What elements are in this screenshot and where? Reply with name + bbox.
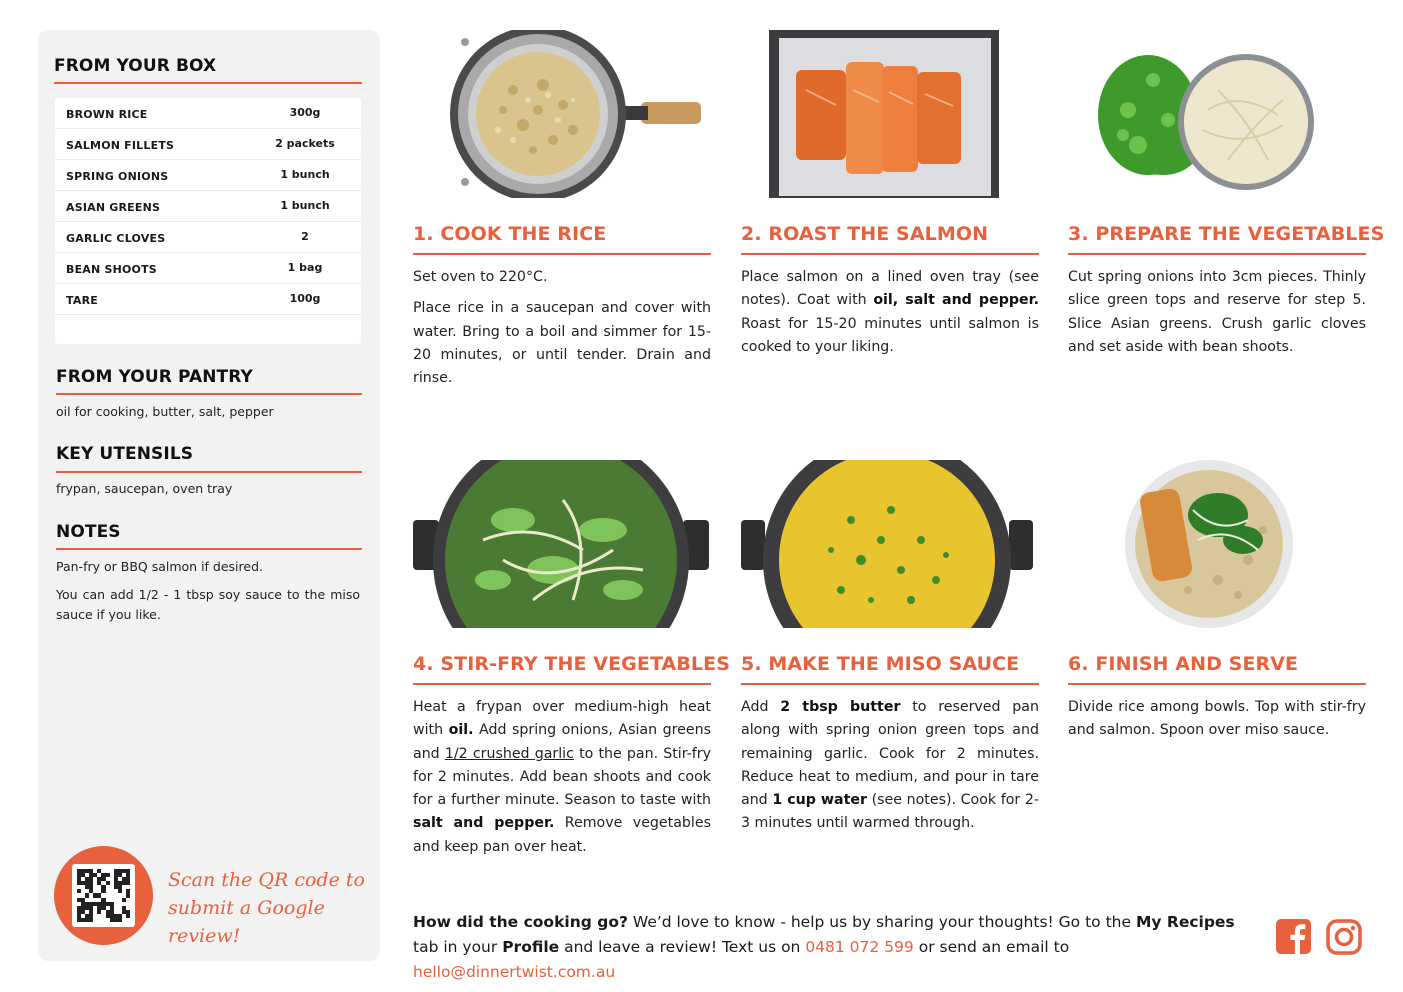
step-1-title: 1. COOK THE RICE (413, 223, 607, 245)
divider (56, 471, 362, 473)
divider (741, 253, 1039, 255)
feedback-text-part: and leave a review! Text us on (559, 938, 806, 956)
from-your-pantry-title: FROM YOUR PANTRY (56, 367, 253, 387)
step-6-text: Divide rice among bowls. Top with stir-fry and salmon. Spoon over miso sauce. (1068, 699, 1366, 739)
feedback-text (413, 910, 1263, 985)
ingredient-name: BROWN RICE (66, 108, 148, 121)
step-5-bold: 1 cup water (772, 792, 868, 809)
step-4-bold: oil. (448, 722, 474, 739)
divider (1068, 683, 1366, 685)
ingredient-name: SALMON FILLETS (66, 139, 175, 152)
step-4-bold: salt and pepper. (413, 815, 555, 832)
step-3-photo (1068, 30, 1366, 198)
note-1: Pan-fry or BBQ salmon if desired. (56, 559, 263, 574)
ingredient-name: GARLIC CLOVES (66, 232, 166, 245)
step-3-body (1068, 266, 1366, 367)
feedback-text-part: or send an email to (913, 938, 1070, 956)
step-6-photo (1068, 460, 1366, 628)
ingredient-row (55, 253, 361, 284)
divider (413, 683, 711, 685)
step-4-text: Heat a frypan over medium-high heat with (413, 699, 711, 739)
step-4-underline: 1/2 crushed garlic (444, 745, 574, 762)
instagram-icon[interactable] (1326, 919, 1362, 955)
step-2-text: Place salmon on a lined oven tray (see notes). Coat with (741, 269, 1039, 309)
ingredient-row (55, 98, 361, 129)
divider (413, 253, 711, 255)
feedback-bold: Profile (502, 938, 560, 956)
ingredient-name: SPRING ONIONS (66, 170, 169, 183)
sidebar (38, 30, 380, 961)
ingredient-qty: 100g (289, 292, 321, 305)
step-4-title: 4. STIR-FRY THE VEGETABLES (413, 653, 730, 675)
utensils-text: frypan, saucepan, oven tray (56, 481, 233, 496)
from-your-box-title: FROM YOUR BOX (54, 56, 217, 76)
pantry-text: oil for cooking, butter, salt, pepper (56, 404, 274, 419)
divider (56, 393, 362, 395)
step-1-text-2: Place rice in a saucepan and cover with water. Bring to a boil and simmer for 15-20 minutes, or until tender. Drain and rinse. (413, 300, 711, 387)
divider (56, 548, 362, 550)
step-6-body (1068, 696, 1366, 751)
step-4-text: Remove vegetables and keep pan over heat. (413, 815, 711, 855)
ingredient-qty: 1 bunch (280, 199, 330, 212)
step-2-bold: oil, salt and pepper. (873, 292, 1039, 309)
qr-badge[interactable] (54, 846, 153, 945)
step-5-text: to reserved pan along with spring onion green tops and remaining garlic. Cook for 2 minutes. Reduce heat to medium, and pour in tare and (741, 699, 1039, 809)
ingredients-table (55, 98, 361, 344)
step-2-text: Roast for 15-20 minutes until salmon is cooked to your liking. (741, 315, 1039, 355)
divider (741, 683, 1039, 685)
feedback-bold: My Recipes (1135, 913, 1235, 931)
step-3-text: Cut spring onions into 3cm pieces. Thinly slice green tops and reserve for step 5. Slice Asian greens. Crush garlic cloves and set aside with bean shoots. (1068, 269, 1366, 355)
qr-caption-line-2: submit a Google review! (168, 897, 325, 947)
ingredient-qty: 300g (289, 106, 321, 119)
step-1-text-1: Set oven to 220°C. (413, 269, 548, 285)
notes-title: NOTES (56, 522, 121, 542)
qr-caption (168, 866, 368, 950)
step-5-body (741, 696, 1039, 844)
feedback-text-part: tab in your (413, 938, 503, 956)
ingredient-row (55, 160, 361, 191)
ingredient-qty: 1 bag (287, 261, 323, 274)
divider (54, 82, 362, 84)
step-5-text: (see notes). Cook for 2-3 minutes until warmed through. (741, 792, 1039, 832)
step-5-title: 5. MAKE THE MISO SAUCE (741, 653, 1020, 675)
ingredient-qty: 2 (301, 230, 309, 243)
ingredient-name: ASIAN GREENS (66, 201, 161, 214)
ingredient-qty: 1 bunch (280, 168, 330, 181)
ingredient-row (55, 222, 361, 253)
step-4-text: to the pan. Stir-fry for 2 minutes. Add bean shoots and cook for a further minute. Season to taste with (413, 745, 712, 809)
step-5-text: Add (741, 699, 781, 715)
step-3-title: 3. PREPARE THE VEGETABLES (1068, 223, 1385, 245)
ingredient-name: BEAN SHOOTS (66, 263, 157, 276)
facebook-icon[interactable] (1276, 919, 1311, 954)
step-5-photo (741, 460, 1039, 628)
step-2-photo (741, 30, 1039, 198)
ingredient-row (55, 191, 361, 222)
step-4-text: Add spring onions, Asian greens and (413, 722, 711, 762)
ingredient-qty: 2 packets (275, 137, 335, 150)
divider (1068, 253, 1366, 255)
key-utensils-title: KEY UTENSILS (56, 444, 194, 464)
step-2-body (741, 266, 1039, 367)
feedback-text-part: We’d love to know - help us by sharing your thoughts! Go to the (627, 913, 1136, 931)
step-5-bold: 2 tbsp butter (780, 699, 901, 715)
step-6-title: 6. FINISH AND SERVE (1068, 653, 1299, 675)
qr-caption-line-1: Scan the QR code to (168, 869, 365, 891)
ingredient-name: TARE (66, 294, 98, 307)
ingredient-row (55, 129, 361, 160)
step-4-body (413, 696, 711, 867)
step-1-photo (413, 30, 711, 198)
ingredient-row (55, 284, 361, 315)
step-1-body (413, 266, 711, 398)
step-4-photo (413, 460, 711, 628)
feedback-bold: How did the cooking go? (413, 913, 628, 931)
phone-link[interactable]: 0481 072 599 (805, 938, 914, 956)
qr-code-icon[interactable] (72, 864, 135, 927)
step-2-title: 2. ROAST THE SALMON (741, 223, 989, 245)
email-link[interactable]: hello@dinnertwist.com.au (413, 963, 616, 981)
note-2: You can add 1/2 - 1 tbsp soy sauce to the miso sauce if you like. (56, 587, 360, 622)
